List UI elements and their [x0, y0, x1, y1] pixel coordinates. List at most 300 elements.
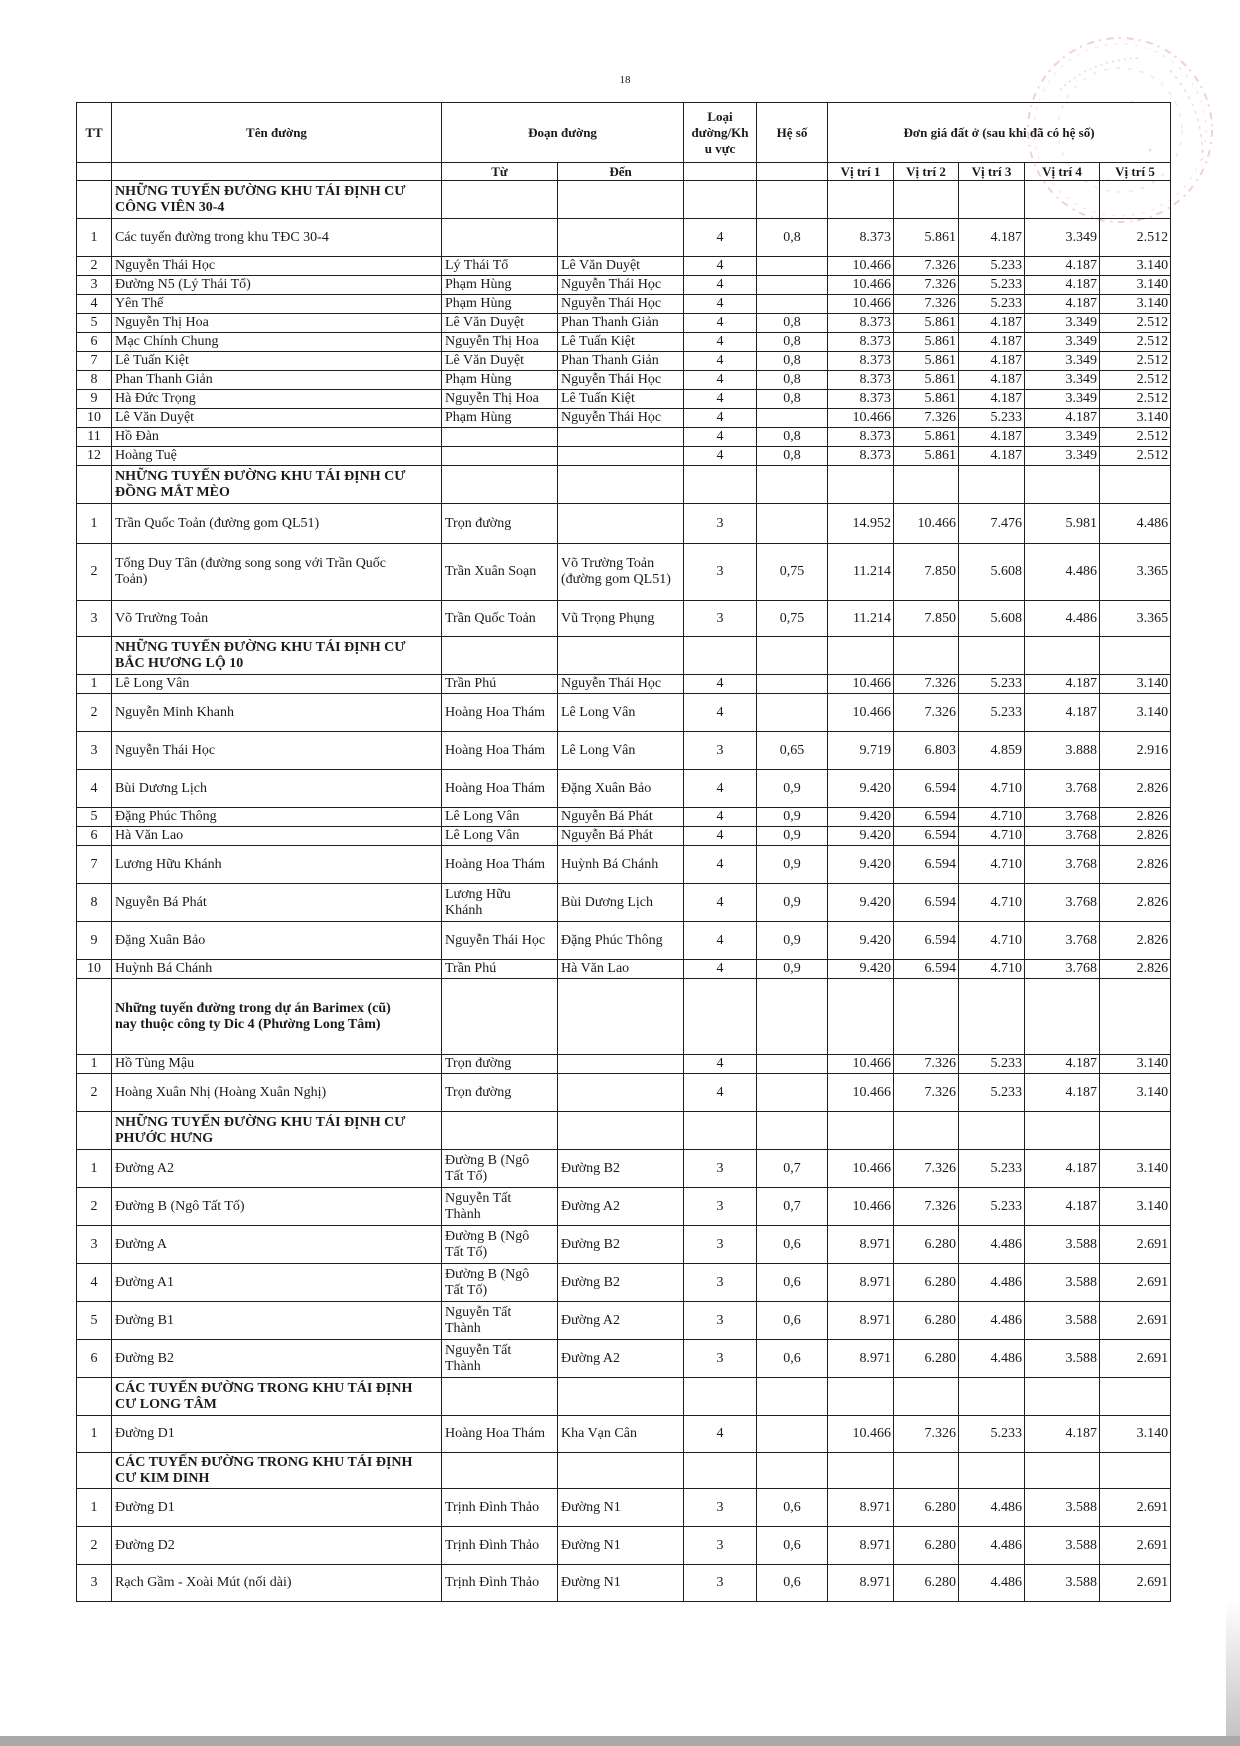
- empty-cell: [77, 181, 112, 219]
- empty-cell: [442, 1453, 558, 1489]
- cell-vi-tri-2: 5.861: [894, 390, 959, 409]
- cell-vi-tri-3: 5.233: [959, 257, 1025, 276]
- table-row: [77, 276, 1171, 295]
- empty-cell: [558, 181, 684, 219]
- cell-vi-tri-3: 4.710: [959, 960, 1025, 979]
- empty-cell: [959, 181, 1025, 219]
- cell-vi-tri-2: 6.594: [894, 884, 959, 922]
- cell-ten-duong: Hà Đức Trọng: [112, 390, 442, 409]
- empty-cell: [77, 466, 112, 504]
- cell-den: Nguyễn Bá Phát: [558, 808, 684, 827]
- cell-tt: 5: [77, 808, 112, 827]
- table-row: [77, 314, 1171, 333]
- table-row: [77, 428, 1171, 447]
- cell-den: Lê Văn Duyệt: [558, 257, 684, 276]
- cell-vi-tri-5: 2.691: [1100, 1264, 1171, 1302]
- empty-cell: [757, 1112, 828, 1150]
- cell-tt: 4: [77, 770, 112, 808]
- empty-cell: [558, 637, 684, 675]
- empty-cell: [442, 181, 558, 219]
- cell-vi-tri-3: 4.187: [959, 371, 1025, 390]
- cell-ten-duong: Nguyễn Thị Hoa: [112, 314, 442, 333]
- cell-vi-tri-3: 4.187: [959, 219, 1025, 257]
- cell-vi-tri-2: 6.280: [894, 1565, 959, 1602]
- cell-vi-tri-2: 6.594: [894, 827, 959, 846]
- cell-tt: 7: [77, 846, 112, 884]
- empty-cell: [757, 466, 828, 504]
- cell-vi-tri-4: 4.187: [1025, 257, 1100, 276]
- cell-ten-duong: Lê Long Vân: [112, 675, 442, 694]
- cell-he-so: 0,6: [757, 1340, 828, 1378]
- cell-loai-duong: 3: [684, 601, 757, 637]
- cell-vi-tri-5: 2.826: [1100, 827, 1171, 846]
- cell-den: Nguyễn Thái Học: [558, 295, 684, 314]
- cell-vi-tri-3: 4.486: [959, 1565, 1025, 1602]
- empty-cell: [77, 163, 112, 181]
- cell-vi-tri-1: 9.420: [828, 808, 894, 827]
- empty-cell: [894, 637, 959, 675]
- header-ten-duong: Tên đường: [112, 103, 442, 163]
- cell-vi-tri-4: 4.187: [1025, 409, 1100, 428]
- header-vi-tri-1: Vị trí 1: [828, 163, 894, 181]
- empty-cell: [959, 979, 1025, 1055]
- cell-den: Bùi Dương Lịch: [558, 884, 684, 922]
- cell-tu: [442, 219, 558, 257]
- cell-tt: 11: [77, 428, 112, 447]
- cell-den: Nguyễn Thái Học: [558, 371, 684, 390]
- table-row: [77, 675, 1171, 694]
- empty-cell: [77, 1112, 112, 1150]
- empty-cell: [1025, 181, 1100, 219]
- section-title-row: [77, 979, 1171, 1055]
- cell-ten-duong: Nguyễn Minh Khanh: [112, 694, 442, 732]
- cell-vi-tri-2: 7.326: [894, 1416, 959, 1453]
- cell-vi-tri-5: 3.365: [1100, 544, 1171, 601]
- page-number: 18: [619, 74, 631, 86]
- cell-vi-tri-2: 5.861: [894, 314, 959, 333]
- empty-cell: [1100, 1112, 1171, 1150]
- section-title: Những tuyến đường trong dự án Barimex (cũ) nay thuộc công ty Dic 4 (Phường Long Tâm): [112, 979, 442, 1055]
- cell-vi-tri-1: 8.971: [828, 1565, 894, 1602]
- cell-ten-duong: Đường B2: [112, 1340, 442, 1378]
- cell-vi-tri-5: 3.140: [1100, 409, 1171, 428]
- cell-vi-tri-1: 10.466: [828, 1055, 894, 1074]
- cell-loai-duong: 4: [684, 409, 757, 428]
- cell-tt: 1: [77, 1150, 112, 1188]
- cell-vi-tri-4: 5.981: [1025, 504, 1100, 544]
- cell-ten-duong: Nguyễn Thái Học: [112, 257, 442, 276]
- header-row: [77, 103, 1171, 163]
- section-title: NHỮNG TUYẾN ĐƯỜNG KHU TÁI ĐỊNH CƯ CÔNG VIÊN 30-4: [112, 181, 442, 219]
- cell-vi-tri-4: 3.768: [1025, 827, 1100, 846]
- cell-vi-tri-1: 8.971: [828, 1340, 894, 1378]
- cell-vi-tri-1: 9.420: [828, 922, 894, 960]
- cell-ten-duong: Nguyễn Thái Học: [112, 732, 442, 770]
- cell-vi-tri-2: 7.850: [894, 544, 959, 601]
- cell-he-so: [757, 1074, 828, 1112]
- cell-vi-tri-5: 2.826: [1100, 770, 1171, 808]
- cell-vi-tri-2: 7.326: [894, 276, 959, 295]
- cell-vi-tri-4: 3.349: [1025, 219, 1100, 257]
- cell-den: Nguyễn Thái Học: [558, 276, 684, 295]
- cell-vi-tri-1: 9.420: [828, 846, 894, 884]
- cell-loai-duong: 4: [684, 675, 757, 694]
- cell-den: Lê Tuấn Kiệt: [558, 333, 684, 352]
- empty-cell: [684, 181, 757, 219]
- cell-den: Đường A2: [558, 1188, 684, 1226]
- cell-tu: [442, 428, 558, 447]
- cell-vi-tri-3: 5.233: [959, 1188, 1025, 1226]
- cell-loai-duong: 4: [684, 884, 757, 922]
- subheader-row: [77, 163, 1171, 181]
- table-row: [77, 544, 1171, 601]
- cell-den: [558, 1074, 684, 1112]
- cell-vi-tri-5: 3.365: [1100, 601, 1171, 637]
- cell-tu: [442, 447, 558, 466]
- cell-ten-duong: Các tuyến đường trong khu TĐC 30-4: [112, 219, 442, 257]
- cell-vi-tri-1: 8.971: [828, 1302, 894, 1340]
- cell-tt: 4: [77, 1264, 112, 1302]
- empty-cell: [959, 466, 1025, 504]
- cell-tu: Đường B (Ngô Tất Tố): [442, 1150, 558, 1188]
- empty-cell: [828, 1112, 894, 1150]
- cell-vi-tri-5: 2.512: [1100, 333, 1171, 352]
- cell-tu: Hoàng Hoa Thám: [442, 846, 558, 884]
- cell-vi-tri-2: 7.326: [894, 1188, 959, 1226]
- cell-loai-duong: 4: [684, 447, 757, 466]
- table-row: [77, 601, 1171, 637]
- cell-vi-tri-1: 8.373: [828, 333, 894, 352]
- cell-vi-tri-2: 7.326: [894, 1055, 959, 1074]
- section-title-row: [77, 466, 1171, 504]
- table-row: [77, 219, 1171, 257]
- cell-den: Đường N1: [558, 1527, 684, 1565]
- cell-vi-tri-5: 2.691: [1100, 1489, 1171, 1527]
- cell-he-so: [757, 675, 828, 694]
- cell-den: Đường B2: [558, 1150, 684, 1188]
- cell-vi-tri-1: 11.214: [828, 601, 894, 637]
- cell-den: Huỳnh Bá Chánh: [558, 846, 684, 884]
- cell-vi-tri-2: 7.326: [894, 694, 959, 732]
- cell-vi-tri-1: 10.466: [828, 1188, 894, 1226]
- cell-loai-duong: 4: [684, 808, 757, 827]
- cell-he-so: 0,8: [757, 333, 828, 352]
- cell-vi-tri-1: 8.373: [828, 219, 894, 257]
- empty-cell: [1100, 181, 1171, 219]
- cell-ten-duong: Bùi Dương Lịch: [112, 770, 442, 808]
- cell-vi-tri-3: 4.710: [959, 770, 1025, 808]
- cell-den: Hà Văn Lao: [558, 960, 684, 979]
- empty-cell: [1100, 466, 1171, 504]
- cell-ten-duong: Đường D2: [112, 1527, 442, 1565]
- cell-loai-duong: 4: [684, 257, 757, 276]
- cell-ten-duong: Đường N5 (Lý Thái Tổ): [112, 276, 442, 295]
- table-row: [77, 1226, 1171, 1264]
- cell-tt: 1: [77, 504, 112, 544]
- cell-tt: 12: [77, 447, 112, 466]
- cell-vi-tri-3: 5.233: [959, 1074, 1025, 1112]
- cell-den: Đặng Phúc Thông: [558, 922, 684, 960]
- cell-vi-tri-1: 10.466: [828, 1074, 894, 1112]
- header-don-gia: Đơn giá đất ở (sau khi đã có hệ số): [828, 103, 1171, 163]
- cell-vi-tri-2: 10.466: [894, 504, 959, 544]
- cell-tu: Đường B (Ngô Tất Tố): [442, 1226, 558, 1264]
- cell-vi-tri-3: 4.710: [959, 808, 1025, 827]
- empty-cell: [757, 181, 828, 219]
- cell-loai-duong: 3: [684, 1264, 757, 1302]
- header-vi-tri-2: Vị trí 2: [894, 163, 959, 181]
- cell-vi-tri-1: 9.420: [828, 960, 894, 979]
- empty-cell: [684, 1112, 757, 1150]
- table-row: [77, 504, 1171, 544]
- cell-ten-duong: Đường A: [112, 1226, 442, 1264]
- empty-cell: [1025, 979, 1100, 1055]
- cell-den: [558, 428, 684, 447]
- cell-vi-tri-4: 4.187: [1025, 1150, 1100, 1188]
- cell-he-so: 0,9: [757, 884, 828, 922]
- cell-vi-tri-2: 6.594: [894, 846, 959, 884]
- cell-tt: 6: [77, 827, 112, 846]
- cell-vi-tri-3: 5.233: [959, 409, 1025, 428]
- cell-vi-tri-5: 2.691: [1100, 1565, 1171, 1602]
- cell-he-so: 0,9: [757, 846, 828, 884]
- cell-tt: 1: [77, 1489, 112, 1527]
- cell-vi-tri-5: 2.512: [1100, 371, 1171, 390]
- cell-vi-tri-5: 2.512: [1100, 314, 1171, 333]
- cell-vi-tri-5: 3.140: [1100, 675, 1171, 694]
- cell-ten-duong: Hồ Đàn: [112, 428, 442, 447]
- cell-den: [558, 504, 684, 544]
- cell-ten-duong: Đường B (Ngô Tất Tố): [112, 1188, 442, 1226]
- cell-vi-tri-4: 4.187: [1025, 694, 1100, 732]
- cell-he-so: 0,8: [757, 352, 828, 371]
- table-row: [77, 1416, 1171, 1453]
- cell-vi-tri-4: 4.187: [1025, 295, 1100, 314]
- empty-cell: [757, 1378, 828, 1416]
- cell-vi-tri-3: 5.233: [959, 295, 1025, 314]
- cell-loai-duong: 4: [684, 428, 757, 447]
- cell-den: [558, 447, 684, 466]
- cell-ten-duong: Yên Thế: [112, 295, 442, 314]
- cell-vi-tri-4: 3.768: [1025, 884, 1100, 922]
- section-title: NHỮNG TUYẾN ĐƯỜNG KHU TÁI ĐỊNH CƯ PHƯỚC HƯNG: [112, 1112, 442, 1150]
- cell-vi-tri-2: 6.280: [894, 1226, 959, 1264]
- cell-vi-tri-3: 4.710: [959, 827, 1025, 846]
- cell-tu: Phạm Hùng: [442, 409, 558, 428]
- empty-cell: [442, 1112, 558, 1150]
- cell-den: Nguyễn Thái Học: [558, 409, 684, 428]
- cell-loai-duong: 4: [684, 694, 757, 732]
- cell-loai-duong: 3: [684, 544, 757, 601]
- section-title-row: [77, 1378, 1171, 1416]
- land-price-table: [76, 102, 1171, 1602]
- cell-vi-tri-1: 8.373: [828, 314, 894, 333]
- cell-ten-duong: Hoàng Tuệ: [112, 447, 442, 466]
- cell-he-so: 0,9: [757, 808, 828, 827]
- cell-den: Phan Thanh Giản: [558, 352, 684, 371]
- cell-vi-tri-5: 3.140: [1100, 1074, 1171, 1112]
- cell-vi-tri-4: 3.349: [1025, 371, 1100, 390]
- cell-vi-tri-5: 2.826: [1100, 960, 1171, 979]
- empty-cell: [894, 1112, 959, 1150]
- cell-ten-duong: Lê Văn Duyệt: [112, 409, 442, 428]
- cell-den: Đường A2: [558, 1340, 684, 1378]
- cell-he-so: 0,8: [757, 390, 828, 409]
- cell-tt: 2: [77, 257, 112, 276]
- cell-he-so: [757, 694, 828, 732]
- empty-cell: [558, 466, 684, 504]
- cell-tt: 3: [77, 732, 112, 770]
- cell-den: Đặng Xuân Bảo: [558, 770, 684, 808]
- cell-ten-duong: Đường B1: [112, 1302, 442, 1340]
- cell-vi-tri-2: 6.280: [894, 1264, 959, 1302]
- cell-vi-tri-3: 4.187: [959, 352, 1025, 371]
- table-row: [77, 1302, 1171, 1340]
- cell-vi-tri-5: 3.140: [1100, 295, 1171, 314]
- cell-tu: Lý Thái Tổ: [442, 257, 558, 276]
- cell-vi-tri-4: 3.768: [1025, 846, 1100, 884]
- empty-cell: [1100, 1378, 1171, 1416]
- cell-loai-duong: 4: [684, 1416, 757, 1453]
- cell-loai-duong: 4: [684, 770, 757, 808]
- cell-tt: 3: [77, 276, 112, 295]
- empty-cell: [757, 979, 828, 1055]
- cell-vi-tri-2: 5.861: [894, 219, 959, 257]
- table-row: [77, 960, 1171, 979]
- cell-vi-tri-4: 4.187: [1025, 1416, 1100, 1453]
- cell-vi-tri-5: 2.826: [1100, 922, 1171, 960]
- table-row: [77, 1527, 1171, 1565]
- cell-vi-tri-1: 10.466: [828, 1150, 894, 1188]
- empty-cell: [684, 637, 757, 675]
- cell-vi-tri-4: 3.588: [1025, 1527, 1100, 1565]
- empty-cell: [684, 163, 757, 181]
- cell-vi-tri-2: 5.861: [894, 371, 959, 390]
- cell-ten-duong: Đặng Xuân Bảo: [112, 922, 442, 960]
- empty-cell: [959, 1378, 1025, 1416]
- cell-den: Phan Thanh Giản: [558, 314, 684, 333]
- cell-den: [558, 1055, 684, 1074]
- cell-ten-duong: Huỳnh Bá Chánh: [112, 960, 442, 979]
- cell-ten-duong: Tống Duy Tân (đường song song với Trần Quốc Toản): [112, 544, 442, 601]
- cell-he-so: [757, 257, 828, 276]
- cell-he-so: 0,6: [757, 1565, 828, 1602]
- cell-vi-tri-3: 7.476: [959, 504, 1025, 544]
- cell-tt: 4: [77, 295, 112, 314]
- cell-tt: 2: [77, 694, 112, 732]
- cell-vi-tri-1: 9.420: [828, 884, 894, 922]
- cell-vi-tri-5: 2.826: [1100, 808, 1171, 827]
- cell-vi-tri-3: 5.233: [959, 1055, 1025, 1074]
- cell-vi-tri-3: 4.486: [959, 1302, 1025, 1340]
- cell-den: Võ Trường Toản (đường gom QL51): [558, 544, 684, 601]
- cell-ten-duong: Đường D1: [112, 1489, 442, 1527]
- cell-he-so: [757, 504, 828, 544]
- cell-he-so: 0,9: [757, 827, 828, 846]
- cell-vi-tri-2: 5.861: [894, 333, 959, 352]
- cell-vi-tri-2: 7.850: [894, 601, 959, 637]
- cell-he-so: 0,8: [757, 219, 828, 257]
- cell-ten-duong: Phan Thanh Giản: [112, 371, 442, 390]
- cell-loai-duong: 4: [684, 295, 757, 314]
- empty-cell: [77, 1378, 112, 1416]
- cell-vi-tri-3: 5.608: [959, 544, 1025, 601]
- scan-edge: [1226, 1600, 1240, 1736]
- cell-loai-duong: 4: [684, 846, 757, 884]
- cell-loai-duong: 3: [684, 1340, 757, 1378]
- cell-vi-tri-4: 3.768: [1025, 770, 1100, 808]
- cell-he-so: 0,6: [757, 1264, 828, 1302]
- cell-vi-tri-5: 4.486: [1100, 504, 1171, 544]
- empty-cell: [1100, 979, 1171, 1055]
- cell-tu: Hoàng Hoa Thám: [442, 1416, 558, 1453]
- empty-cell: [757, 163, 828, 181]
- table-row: [77, 1264, 1171, 1302]
- cell-loai-duong: 4: [684, 219, 757, 257]
- cell-tt: 9: [77, 390, 112, 409]
- table-row: [77, 770, 1171, 808]
- cell-tt: 8: [77, 371, 112, 390]
- cell-tu: Trịnh Đình Thảo: [442, 1489, 558, 1527]
- cell-vi-tri-2: 7.326: [894, 1074, 959, 1112]
- cell-vi-tri-3: 4.486: [959, 1489, 1025, 1527]
- cell-loai-duong: 3: [684, 1188, 757, 1226]
- cell-he-so: [757, 276, 828, 295]
- cell-tu: Nguyễn Thái Học: [442, 922, 558, 960]
- cell-loai-duong: 4: [684, 960, 757, 979]
- table-row: [77, 694, 1171, 732]
- cell-tu: Trịnh Đình Thảo: [442, 1565, 558, 1602]
- cell-loai-duong: 4: [684, 276, 757, 295]
- empty-cell: [684, 1378, 757, 1416]
- cell-tt: 9: [77, 922, 112, 960]
- cell-loai-duong: 3: [684, 1489, 757, 1527]
- cell-ten-duong: Mạc Chính Chung: [112, 333, 442, 352]
- cell-loai-duong: 4: [684, 333, 757, 352]
- cell-vi-tri-3: 5.233: [959, 675, 1025, 694]
- cell-vi-tri-4: 3.349: [1025, 390, 1100, 409]
- cell-vi-tri-1: 10.466: [828, 694, 894, 732]
- cell-tu: Đường B (Ngô Tất Tố): [442, 1264, 558, 1302]
- cell-tu: Lê Văn Duyệt: [442, 314, 558, 333]
- header-tu: Từ: [442, 163, 558, 181]
- cell-tt: 2: [77, 1188, 112, 1226]
- cell-tt: 6: [77, 1340, 112, 1378]
- empty-cell: [684, 979, 757, 1055]
- cell-vi-tri-3: 5.608: [959, 601, 1025, 637]
- table-row: [77, 922, 1171, 960]
- cell-vi-tri-1: 11.214: [828, 544, 894, 601]
- cell-ten-duong: Hoàng Xuân Nhị (Hoàng Xuân Nghị): [112, 1074, 442, 1112]
- cell-ten-duong: Nguyễn Bá Phát: [112, 884, 442, 922]
- cell-tt: 3: [77, 1226, 112, 1264]
- cell-vi-tri-2: 7.326: [894, 257, 959, 276]
- cell-vi-tri-5: 3.140: [1100, 694, 1171, 732]
- cell-he-so: [757, 1055, 828, 1074]
- cell-loai-duong: 3: [684, 1527, 757, 1565]
- empty-cell: [77, 979, 112, 1055]
- empty-cell: [959, 1112, 1025, 1150]
- cell-ten-duong: Hà Văn Lao: [112, 827, 442, 846]
- cell-vi-tri-1: 10.466: [828, 409, 894, 428]
- cell-tt: 3: [77, 601, 112, 637]
- cell-he-so: 0,8: [757, 428, 828, 447]
- cell-he-so: 0,6: [757, 1302, 828, 1340]
- cell-tt: 10: [77, 960, 112, 979]
- cell-vi-tri-1: 8.971: [828, 1264, 894, 1302]
- empty-cell: [959, 1453, 1025, 1489]
- cell-loai-duong: 4: [684, 1055, 757, 1074]
